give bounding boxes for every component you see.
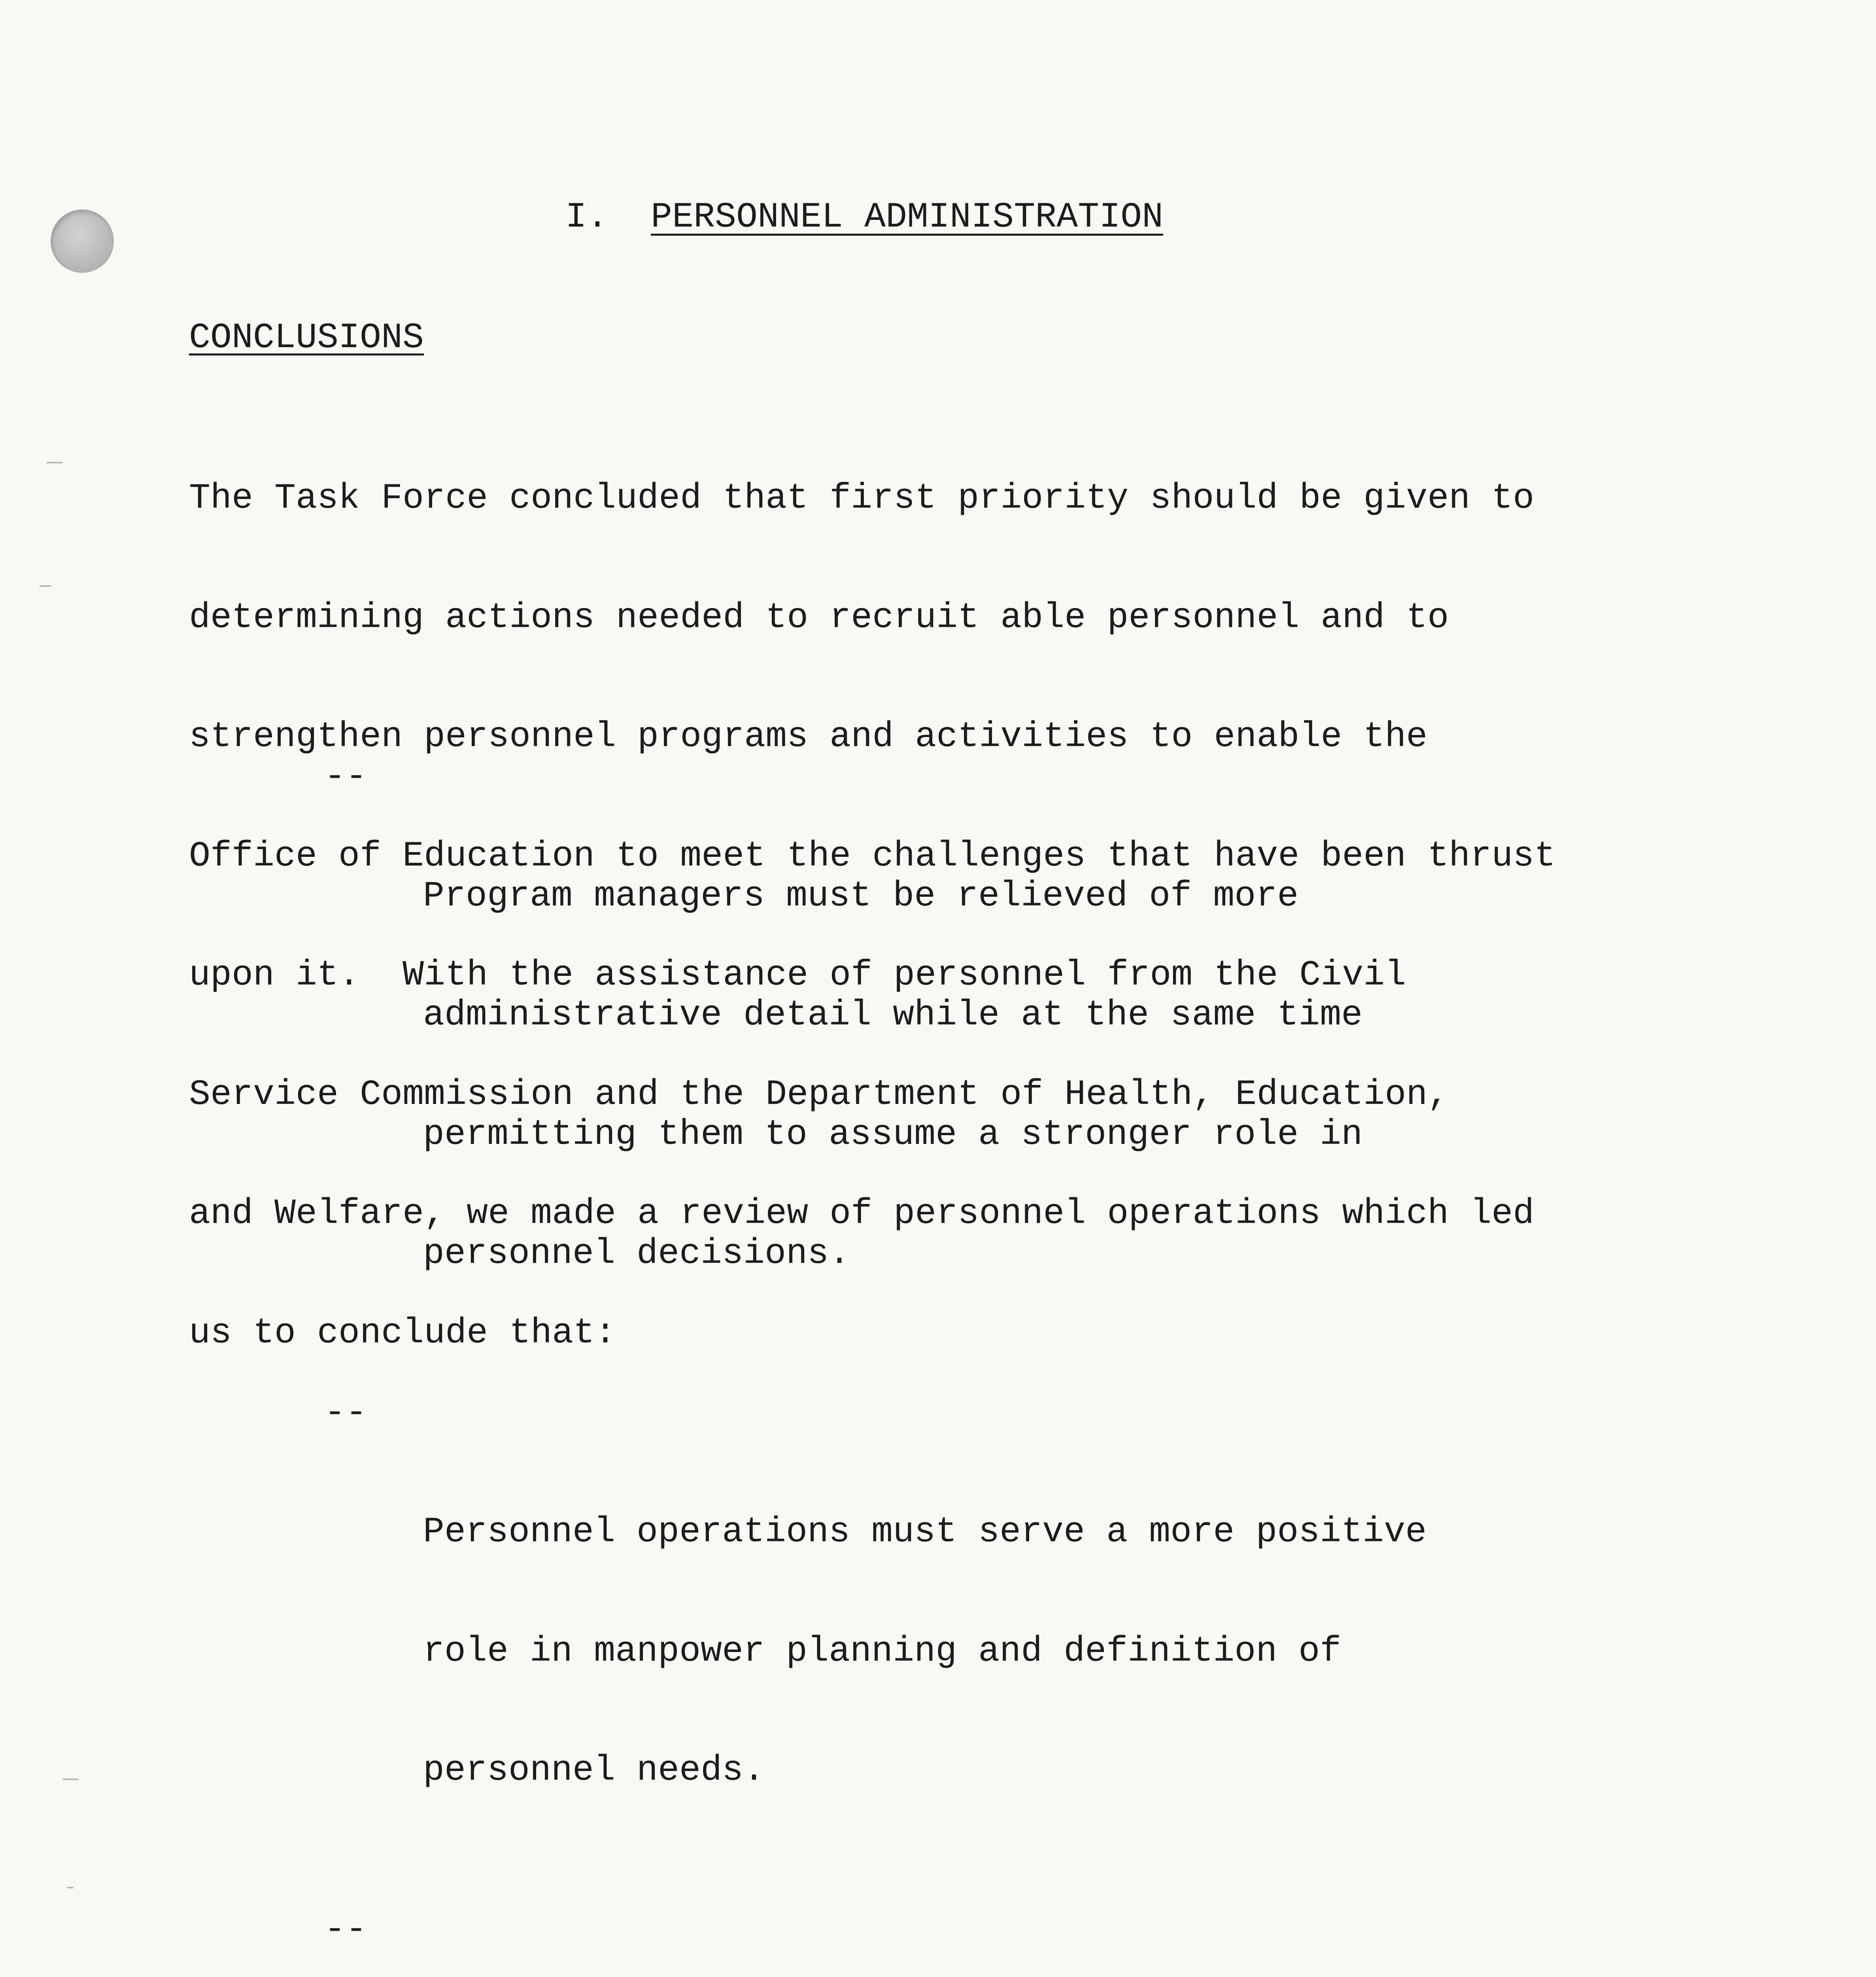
bullet-dash: -- — [324, 757, 367, 797]
margin-speck — [40, 585, 51, 587]
conclusion-item — [324, 1393, 1668, 1870]
conclusion-line: personnel needs. — [423, 1750, 765, 1791]
margin-speck — [62, 1779, 78, 1780]
conclusions-list — [324, 757, 1668, 1977]
conclusion-line: administrative detail while at the same time — [423, 995, 1363, 1036]
margin-speck — [67, 1887, 74, 1888]
intro-line: The Task Force concluded that first priority should be given to — [189, 478, 1534, 519]
section-number: I. — [565, 197, 608, 238]
conclusion-line: permitting them to assume a stronger role in — [423, 1114, 1363, 1155]
conclusion-item — [324, 757, 1668, 1353]
punch-hole-top — [51, 210, 114, 273]
bullet-dash: -- — [324, 1909, 367, 1950]
conclusion-line: role in manpower planning and definition of — [423, 1631, 1341, 1672]
conclusion-item — [324, 1910, 1668, 1977]
margin-speck — [47, 462, 62, 463]
intro-line: Office of Education to meet the challenges that have been thrust — [189, 836, 1556, 877]
intro-line: us to conclude that: — [189, 1313, 616, 1353]
section-title-text: PERSONNEL ADMINISTRATION — [651, 197, 1164, 238]
conclusions-heading: CONCLUSIONS — [189, 318, 424, 358]
intro-line: upon it. With the assistance of personnel from the Civil — [189, 955, 1406, 996]
conclusion-line: Program managers must be relieved of more — [423, 876, 1299, 917]
conclusion-line: Personnel operations must serve a more positive — [423, 1512, 1427, 1552]
intro-line: Service Commission and the Department of Health, Education, — [189, 1074, 1449, 1115]
bullet-dash: -- — [324, 1393, 367, 1433]
intro-line: strengthen personnel programs and activities to enable the — [189, 717, 1428, 757]
intro-line: and Welfare, we made a review of personnel operations which led — [189, 1194, 1534, 1234]
conclusion-line: personnel decisions. — [423, 1234, 850, 1274]
section-title — [565, 194, 1163, 241]
intro-line: determining actions needed to recruit able personnel and to — [189, 597, 1449, 638]
